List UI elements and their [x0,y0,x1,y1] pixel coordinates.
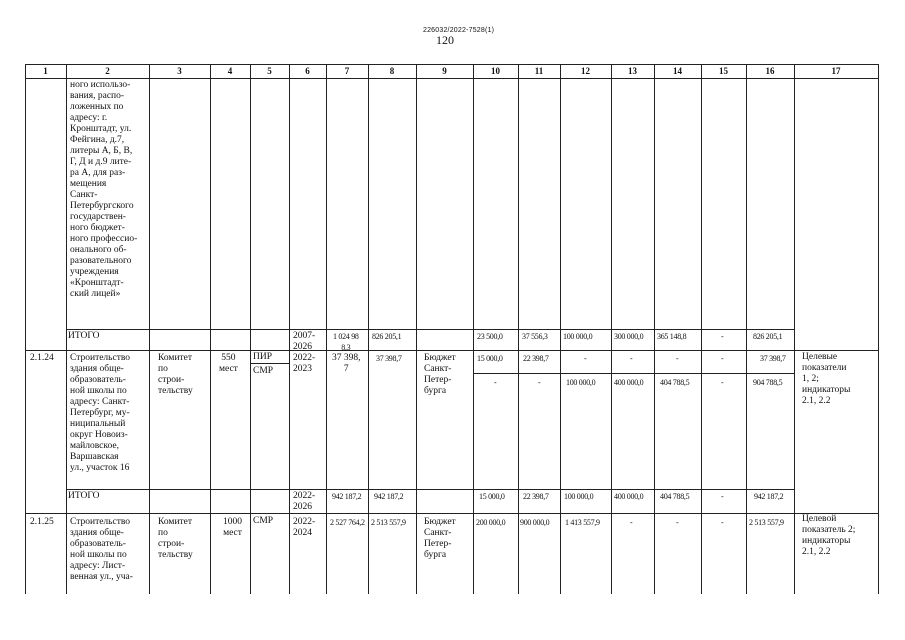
total-years: 2022- 2026 [293,491,316,512]
c15: - [721,518,724,527]
smr-c14: 404 788,5 [660,378,690,387]
funding-source: Бюджет Санкт- Петер- бурга [424,353,456,396]
col-header-10: 10 [491,66,500,76]
total-label: ИТОГО [68,491,100,501]
col-header-7: 7 [344,66,350,76]
total-c16: 826 205,1 [753,332,783,341]
smr-c12: 100 000,0 [566,378,596,387]
row-number: 2.1.24 [30,353,54,363]
total-years: 2007- 2026 [293,331,316,352]
pir-c13: - [630,354,633,363]
c13: - [630,518,633,527]
total-limit: 826 205,1 [372,332,402,341]
years: 2022- 2024 [293,517,316,538]
col-header-13: 13 [628,66,637,76]
col-header-9: 9 [442,66,447,76]
c10: 200 000,0 [476,518,506,527]
total-limit: 942 187,2 [374,492,404,501]
pir-c15: - [721,354,724,363]
col-header-12: 12 [581,66,590,76]
col-header-2: 2 [105,66,110,76]
target-indicators: Целевой показатель 2; индикаторы 2.1, 2.2 [802,514,856,557]
limit: 2 513 557,9 [371,518,406,527]
object-name: Строительство здания обще- образователь- ной школы по адресу: Лист- венная ул., уча- [70,517,133,582]
c11: 900 000,0 [520,518,550,527]
capacity: 1000 мест [223,517,242,538]
smr-c10: - [494,378,497,387]
stage-pir: ПИР [253,352,273,362]
col-header-4: 4 [227,66,233,76]
total-c10: 15 000,0 [479,492,505,501]
years: 2022- 2023 [293,353,316,374]
pir-c10: 15 000,0 [477,354,503,363]
total-c15: - [721,332,724,341]
col-header-5: 5 [267,66,272,76]
total-c14: 365 148,8 [657,332,687,341]
c12: 1 413 557,9 [565,518,600,527]
target-indicators: Целевые показатели 1, 2; индикаторы 2.1, 2.2 [802,352,851,406]
cost-estimate: 2 527 764,2 [330,518,365,527]
total-c16: 942 187,2 [754,492,784,501]
cost-estimate: 37 398, 7 [332,353,361,374]
col-header-3: 3 [177,66,182,76]
c14: - [676,518,679,527]
smr-c13: 400 000,0 [614,378,644,387]
capacity: 550 мест [219,353,238,374]
stage-smr: СМР [253,516,274,526]
total-label: ИТОГО [68,331,100,341]
col-header-17: 17 [831,66,841,76]
col-header-8: 8 [389,66,395,76]
total-c15: - [721,492,724,501]
total-c10: 23 500,0 [477,332,503,341]
pir-c14: - [676,354,679,363]
customer: Комитет по строи- тельству [158,517,193,560]
funding-source: Бюджет Санкт- Петер- бурга [424,517,456,560]
smr-c11: - [538,378,541,387]
customer: Комитет по строи- тельству [158,353,193,396]
col-header-11: 11 [534,66,544,76]
object-name: Строительство здания обще- образователь- ной школы по адресу: Санкт- Петербург, му- ниципальный округ Новоиз- майловское, Варшавская ул., участок 16 [70,353,131,473]
smr-c15: - [721,378,724,387]
total-c12: 100 000,0 [564,492,594,501]
total-cost-estimate: 1 024 98 8,3 [333,332,359,352]
pir-c16: 37 398,7 [760,354,786,363]
total-c11: 22 398,7 [523,492,549,501]
total-c13: 300 000,0 [614,332,644,341]
pir-c11: 22 398,7 [523,354,549,363]
total-cost-estimate: 942 187,2 [332,492,362,501]
document-stamp: 226032/2022-7528(1) [423,27,495,34]
c16: 2 513 557,9 [749,518,784,527]
col-header-15: 15 [719,66,728,76]
total-c13: 400 000,0 [614,492,644,501]
pir-c12: - [584,354,587,363]
total-c11: 37 556,3 [522,332,548,341]
limit: 37 398,7 [376,354,402,363]
col-header-6: 6 [305,66,310,76]
col-header-16: 16 [765,66,775,76]
page-number: 120 [436,33,454,47]
col-header-1: 1 [43,66,48,76]
continued-object-name: ного использо- вания, распо- ложенных по адресу: г. Кронштадт, ул. Фейгина, д.7, литеры А, Б, В, Г, Д и д.9 лите- ра А, для раз- мещения Санкт- Петербургского государствен- ного бюджет- ного профессио- онального об- разовательного учреждения «Кронштадт- ский лицей» [70,80,138,299]
col-header-14: 14 [673,66,682,76]
total-c12: 100 000,0 [563,332,593,341]
smr-c16: 904 788,5 [753,378,783,387]
row-number: 2.1.25 [30,517,54,527]
total-c14: 404 788,5 [660,492,690,501]
stage-smr: СМР [253,366,274,376]
